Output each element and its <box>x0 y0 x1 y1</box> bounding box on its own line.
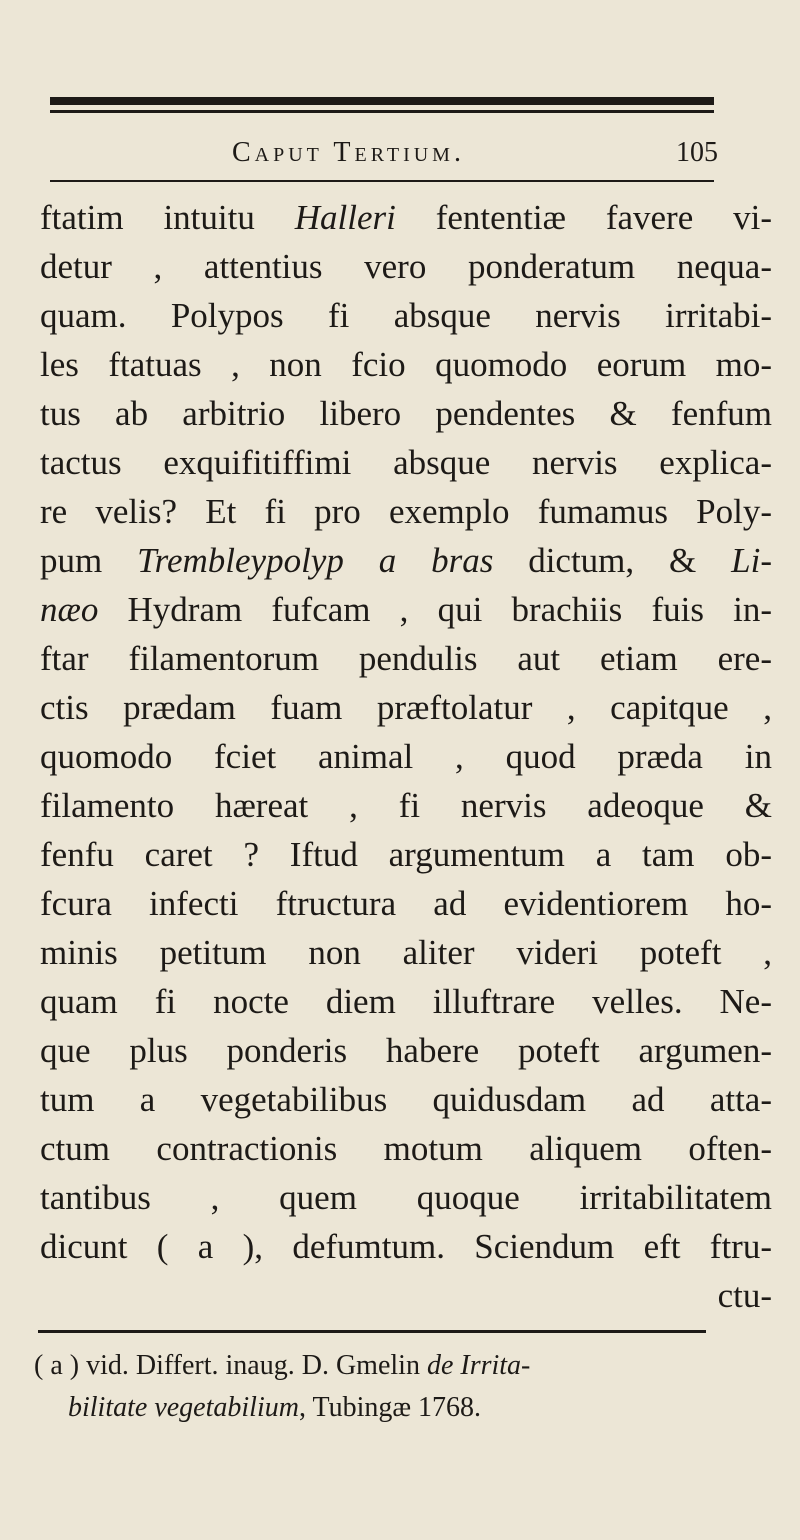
text-segment: Hydram fufcam , qui brachiis fuis in- <box>98 590 772 629</box>
text-line <box>40 1029 772 1073</box>
italic-text: næo <box>40 590 99 629</box>
header-rule <box>50 180 714 182</box>
text-line <box>40 1274 772 1318</box>
text-segment: quam fi nocte diem illuftrare velles. Ne- <box>40 982 772 1021</box>
text-segment: tactus exquifitiffimi absque nervis explica- <box>40 443 772 482</box>
text-segment: tantibus , quem quoque irritabilitatem <box>40 1178 772 1217</box>
text-segment: pum <box>40 541 138 580</box>
text-line <box>40 980 772 1024</box>
text-line <box>40 637 772 681</box>
text-line <box>40 196 772 240</box>
text-segment: minis petitum non aliter videri poteft , <box>40 933 772 972</box>
text-segment: tus ab arbitrio libero pendentes & fenfum <box>40 394 772 433</box>
text-line <box>40 294 772 338</box>
running-header <box>0 136 800 174</box>
italic-text: Trembleypolyp a bras <box>137 541 494 580</box>
footnote-line <box>34 1348 530 1384</box>
page-number: 105 <box>676 137 718 168</box>
text-segment: filamento hæreat , fi nervis adeoque & <box>40 786 772 825</box>
text-segment: ctis prædam fuam præftolatur , capitque , <box>40 688 772 727</box>
italic-text: Halleri <box>294 198 396 237</box>
text-segment: dictum, & <box>493 541 732 580</box>
top-border-rule <box>50 97 714 105</box>
italic-text: Li- <box>731 541 772 580</box>
text-line <box>40 343 772 387</box>
text-segment: quam. Polypos fi absque nervis irritabi- <box>40 296 772 335</box>
text-line <box>40 686 772 730</box>
running-header-title: Caput Tertium. <box>232 137 465 168</box>
top-border-rule-thin <box>50 110 714 113</box>
text-segment: quomodo fciet animal , quod præda in <box>40 737 772 776</box>
text-segment: les ftatuas , non fcio quomodo eorum mo- <box>40 345 772 384</box>
text-line <box>40 931 772 975</box>
text-segment: , Tubingæ 1768. <box>298 1392 482 1423</box>
text-segment: dicunt ( a ), defumtum. Sciendum eft ftru- <box>40 1227 772 1266</box>
italic-text: bilitate vegetabilium <box>68 1392 299 1423</box>
italic-text: de Irrita- <box>426 1350 531 1381</box>
text-segment: fententiæ favere vi- <box>395 198 772 237</box>
text-segment: tum a vegetabilibus quidusdam ad atta- <box>40 1080 772 1119</box>
text-line <box>40 882 772 926</box>
text-line <box>40 1225 772 1269</box>
text-line <box>40 735 772 779</box>
text-line <box>40 1078 772 1122</box>
text-segment: que plus ponderis habere poteft argumen- <box>40 1031 772 1070</box>
text-line <box>40 1127 772 1171</box>
text-line <box>40 1176 772 1220</box>
text-segment: ( a ) vid. Differt. inaug. D. Gmelin <box>34 1350 427 1381</box>
text-line <box>40 784 772 828</box>
text-line <box>40 539 772 583</box>
text-segment: fcura infecti ftructura ad evidentiorem ho- <box>40 884 772 923</box>
text-segment: ftatim intuitu <box>40 198 295 237</box>
footnote-rule <box>38 1330 706 1333</box>
text-line <box>40 833 772 877</box>
text-line <box>40 588 772 632</box>
text-segment: fenfu caret ? Iftud argumentum a tam ob- <box>40 835 772 874</box>
text-segment: re velis? Et fi pro exemplo fumamus Poly- <box>40 492 772 531</box>
footnote-line <box>68 1390 481 1426</box>
text-line <box>40 441 772 485</box>
text-segment: detur , attentius vero ponderatum nequa- <box>40 247 772 286</box>
text-line <box>40 245 772 289</box>
text-line <box>40 490 772 534</box>
text-segment: ctu- <box>717 1276 772 1315</box>
text-segment: ftar filamentorum pendulis aut etiam ere- <box>40 639 772 678</box>
text-line <box>40 392 772 436</box>
text-segment: ctum contractionis motum aliquem often- <box>40 1129 772 1168</box>
